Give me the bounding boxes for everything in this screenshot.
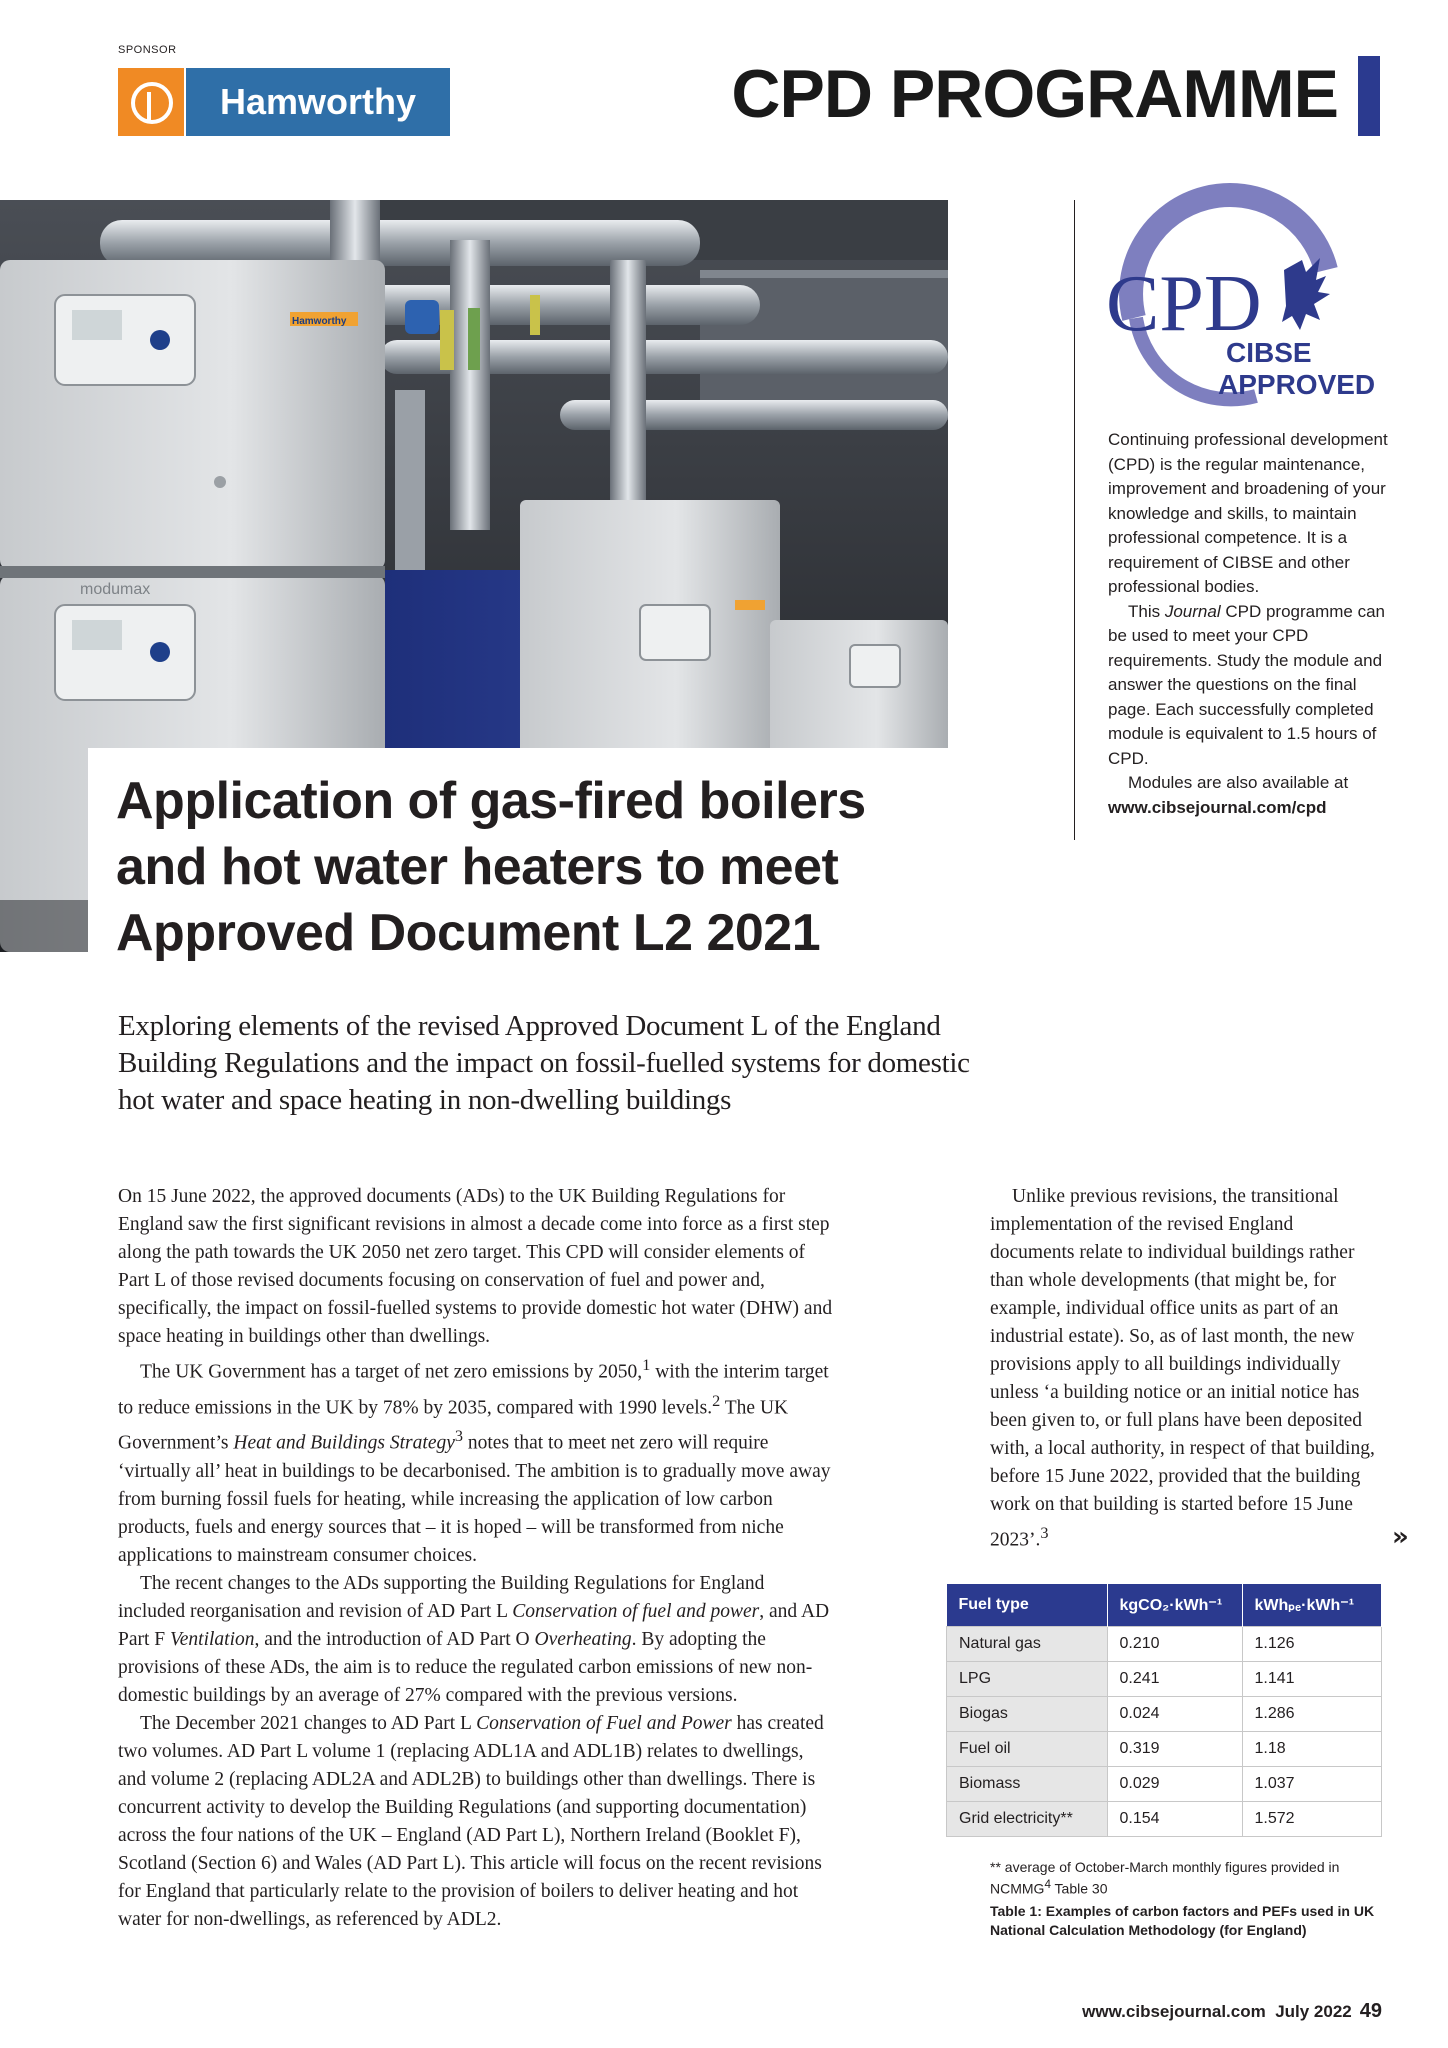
- table-cell: 1.286: [1242, 1697, 1382, 1732]
- sidebar-divider: [1074, 200, 1075, 840]
- body-column-right: [990, 1183, 1380, 1555]
- table-row: [947, 1697, 1382, 1732]
- table-cell: 1.141: [1242, 1662, 1382, 1697]
- table-header-cell: Fuel type: [947, 1584, 1108, 1627]
- table-cell: 1.572: [1242, 1802, 1382, 1837]
- fuel-table: [946, 1584, 1382, 1837]
- table-cell: 0.210: [1107, 1627, 1242, 1662]
- continue-chevron-icon: »: [1392, 1522, 1409, 1552]
- table-cell: 0.241: [1107, 1662, 1242, 1697]
- sponsor-logo-text: Hamworthy: [186, 68, 450, 136]
- table-row: [947, 1802, 1382, 1837]
- table-row: [947, 1767, 1382, 1802]
- standfirst: Exploring elements of the revised Approved Document L of the England Building Regulations and the impact on fossil-fuelled systems for domestic hot water and space heating in non-dwelling buildings: [118, 1010, 970, 1116]
- sidebar-para-3: Modules are also available at: [1128, 773, 1349, 792]
- article-title: Application of gas-fired boilers and hot water heaters to meet Approved Document L2 2021: [116, 772, 866, 962]
- table-cell: Fuel oil: [947, 1732, 1108, 1767]
- table-row: [947, 1732, 1382, 1767]
- photo-model-label: modumax: [80, 581, 151, 598]
- hamworthy-logo: [118, 68, 450, 136]
- body-para-3: The recent changes to the ADs supporting the Building Regulations for England included reorganisation and revision of AD Part L Conservation of fuel and power, and AD Part F Ventilation, and the introduction of AD Part O Overheating. By adopting the provisions of these ADs, the aim is to reduce the regulated carbon emissions of new non-domestic buildings by an average of 27% compared with the previous versions.: [118, 1572, 830, 1706]
- table-cell: 1.18: [1242, 1732, 1382, 1767]
- table-header-cell: kgCO₂·kWh⁻¹: [1107, 1584, 1242, 1627]
- table-header-row: [947, 1584, 1382, 1627]
- cpd-url-link[interactable]: www.cibsejournal.com/cpd: [1108, 797, 1327, 817]
- cpd-badge-big: CPD: [1106, 260, 1262, 348]
- table-footnote: ** average of October-March monthly figures provided in NCMMG$^4$ Table 30: [990, 1859, 1340, 1897]
- cpd-badge-line1: CIBSE: [1226, 337, 1312, 368]
- body-para-2: The UK Government has a target of net zero emissions by 2050,$^1$ with the interim target to reduce emissions in the UK by 78% by 2035, compared with 1990 levels.$^2$ The UK Government’s Heat and Buildings Strategy$^3$ notes that to meet net zero will require ‘virtually all’ heat in buildings to be decarbonised. The ambition is to gradually move away from burning fossil fuels for heating, while increasing the application of low carbon products, fuels and energy sources that – it is hoped – will be transformed from niche applications to mainstream consumer choices.: [118, 1356, 831, 1566]
- footer-issue: July 2022: [1275, 2002, 1352, 2021]
- hamworthy-mark-icon: [118, 68, 184, 136]
- table-cell: LPG: [947, 1662, 1108, 1697]
- table-row: [947, 1627, 1382, 1662]
- table-cell: 0.024: [1107, 1697, 1242, 1732]
- cibse-cpd-badge: [1106, 200, 1376, 406]
- body-para-4: The December 2021 changes to AD Part L Conservation of Fuel and Power has created two volumes. AD Part L volume 1 (replacing ADL1A and ADL1B) relates to dwellings, and volume 2 (replacing ADL2A and ADL2B) to buildings other than dwellings. There is concurrent activity to develop the Building Regulations (and supporting documentation) across the four nations of the UK – England (AD Part L), Northern Ireland (Booklet F), Scotland (Section 6) and Wales (AD Part L). This article will focus on the recent revisions for England that particularly relate to the provision of boilers to deliver heating and hot water for non-dwellings, as referenced by ADL2.: [118, 1712, 824, 1930]
- sidebar-para-2: This Journal CPD programme can be used to meet your CPD requirements. Study the module and answer the questions on the final page. Each successfully completed module is equivalent to 1.5 hours of CPD.: [1108, 601, 1385, 768]
- cpd-badge-line2: APPROVED: [1218, 369, 1376, 400]
- table-cell: Biogas: [947, 1697, 1108, 1732]
- table-cell: 0.319: [1107, 1732, 1242, 1767]
- sidebar-para-1: Continuing professional development (CPD) is the regular maintenance, improvement and broadening of your knowledge and skills, to maintain professional competence. It is a requirement of CIBSE and other professional bodies.: [1108, 430, 1388, 596]
- cpd-sidebar: [1108, 428, 1388, 820]
- table-row: [947, 1662, 1382, 1697]
- table-cell: Natural gas: [947, 1627, 1108, 1662]
- table-caption: Table 1: Examples of carbon factors and PEFs used in UK National Calculation Methodology (for England): [990, 1903, 1375, 1938]
- table-cell: Biomass: [947, 1767, 1108, 1802]
- masthead-accent-bar: [1358, 56, 1380, 136]
- table-cell: 0.154: [1107, 1802, 1242, 1837]
- page-number: 49: [1359, 2000, 1382, 2022]
- body-para-1: On 15 June 2022, the approved documents (ADs) to the UK Building Regulations for England saw the first significant revisions in almost a decade come into force as a first step along the path towards the UK 2050 net zero target. This CPD will consider elements of Part L of those revised documents focusing on conservation of fuel and power and, specifically, the impact on fossil-fuelled systems to provide domestic hot water (DHW) and space heating in buildings other than dwellings.: [118, 1186, 833, 1347]
- masthead: CPD PROGRAMME: [731, 56, 1338, 132]
- body-para-right-1: Unlike previous revisions, the transitional implementation of the revised England documents relate to individual buildings rather than whole developments (that might be, for example, individual office units as part of an industrial estate). So, as of last month, the new provisions apply to all buildings individually unless ‘a building notice or an initial notice has been given to, or full plans have been deposited with, a local authority, in respect of that building, before 15 June 2022, provided that the building work on that building is started before 15 June 2023’.$^3$: [990, 1186, 1375, 1551]
- body-column-left: [118, 1183, 833, 1934]
- table-cell: 1.037: [1242, 1767, 1382, 1802]
- table-header-cell: kWhₚₑ·kWh⁻¹: [1242, 1584, 1382, 1627]
- footer-site: www.cibsejournal.com: [1082, 2002, 1266, 2021]
- page-footer: [1082, 2000, 1382, 2023]
- table-cell: 0.029: [1107, 1767, 1242, 1802]
- table-cell: Grid electricity**: [947, 1802, 1108, 1837]
- table-cell: 1.126: [1242, 1627, 1382, 1662]
- sponsor-label: SPONSOR: [118, 44, 177, 56]
- photo-brand-label: Hamworthy: [292, 316, 347, 327]
